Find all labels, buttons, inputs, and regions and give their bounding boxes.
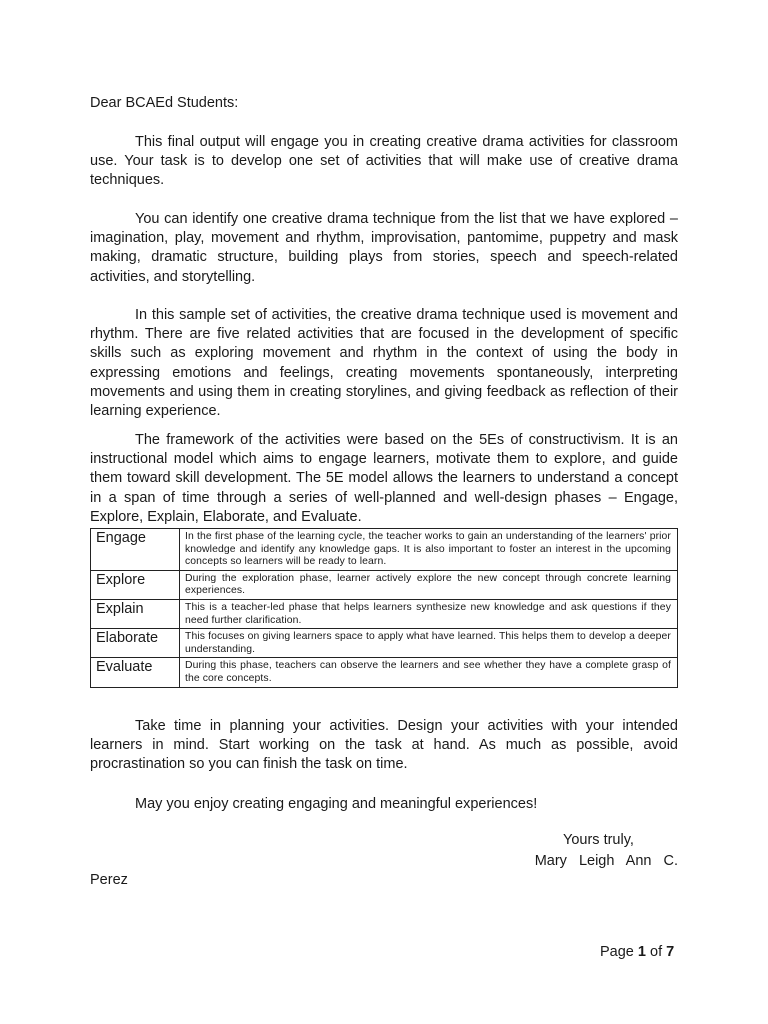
closing: Yours truly, (563, 832, 634, 848)
paragraph-sample: In this sample set of activities, the creative drama technique used is movement and rhythm. There are five related activities that are focused in the development of specific skills such as exploring movement and rhythm in the context of using the body in expressing emotions and feelings, creating movements spontaneously, interpreting movements and using them in creating storylines, and giving feedback as reflection of their learning experience. (90, 307, 678, 420)
signature-surname: Perez (90, 872, 128, 888)
paragraph-wish: May you enjoy creating engaging and meaningful experiences! (135, 796, 538, 812)
page-label: Page (600, 944, 634, 960)
page-footer (600, 944, 674, 960)
table-row (91, 529, 678, 571)
table-row (91, 629, 678, 658)
phase-name: Evaluate (91, 658, 180, 687)
salutation: Dear BCAEd Students: (90, 95, 239, 111)
paragraph-framework: The framework of the activities were based on the 5Es of constructivism. It is an instructional model which aims to engage learners, motivate them to explore, and guide them toward skill development. The 5E model allows the learners to understand a concept in a span of time through a series of well-planned and well-design phases – Engage, Explore, Explain, Elaborate, and Evaluate. (90, 432, 678, 525)
phase-name: Explore (91, 570, 180, 599)
page-total: 7 (666, 944, 675, 960)
table-row (91, 599, 678, 628)
paragraph-planning: Take time in planning your activities. Design your activities with your intended learners in mind. Start working on the task at hand. As much as possible, avoid procrastination so you can finish the task on time. (90, 718, 678, 773)
phase-name: Elaborate (91, 629, 180, 658)
paragraph-intro: This final output will engage you in creating creative drama activities for classroom use. Your task is to develop one set of activities that will make use of creative drama techniques. (90, 134, 678, 189)
phase-description: During the exploration phase, learner actively explore the new concept through concrete learning experiences. (180, 570, 678, 599)
phase-description: In the first phase of the learning cycle, the teacher works to gain an understanding of the learners' prior knowledge and identify any knowledge gaps. It is also important to foster an interest in the upcoming concepts so learners will be ready to learn. (180, 529, 678, 571)
phases-table (90, 528, 678, 688)
phase-name: Explain (91, 599, 180, 628)
page-current: 1 (637, 944, 646, 960)
signature-name: Mary Leigh Ann C. (534, 853, 678, 869)
phase-name: Engage (91, 529, 180, 571)
phase-description: This focuses on giving learners space to apply what have learned. This helps them to develop a deeper understanding. (180, 629, 678, 658)
page-of-label: of (650, 944, 663, 960)
phase-description: This is a teacher-led phase that helps learners synthesize new knowledge and ask questions if they need further clarification. (180, 599, 678, 628)
table-row (91, 658, 678, 687)
paragraph-techniques: You can identify one creative drama technique from the list that we have explored – imagination, play, movement and rhythm, improvisation, pantomime, puppetry and mask making, dramatic structure, building plays from stories, speech and speech-related activities, and storytelling. (90, 211, 678, 285)
table-row (91, 570, 678, 599)
phase-description: During this phase, teachers can observe the learners and see whether they have a complete grasp of the core concepts. (180, 658, 678, 687)
